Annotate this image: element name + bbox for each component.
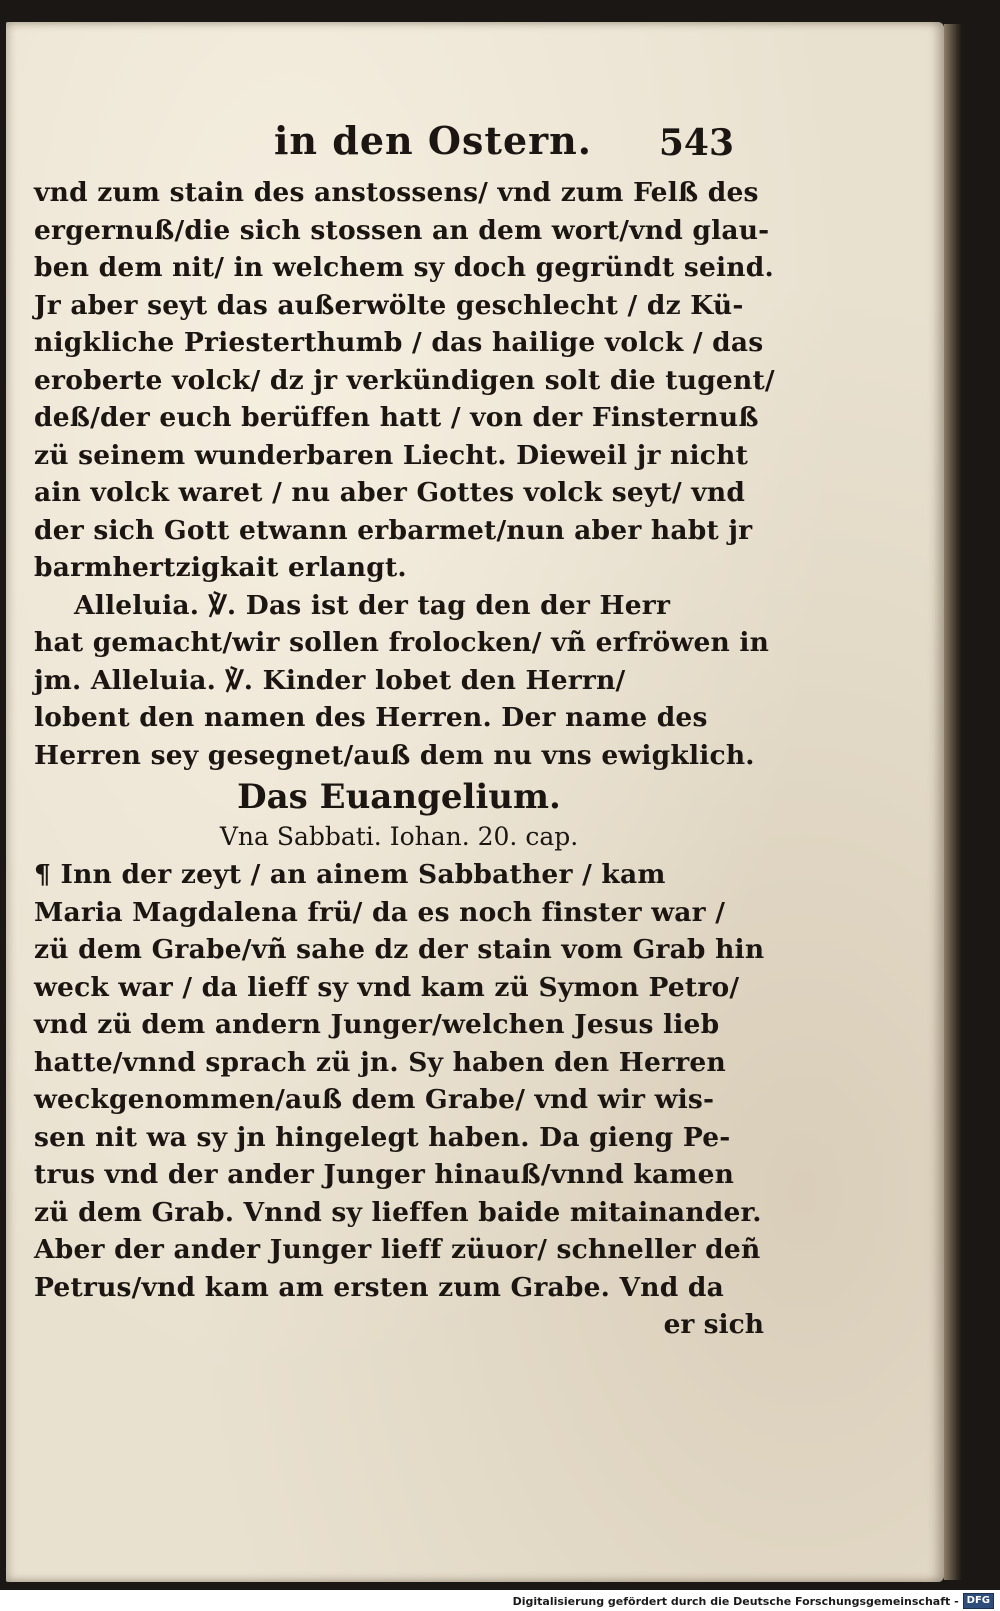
text-line: Maria Magdalena frü/ da es noch finster war / — [34, 896, 726, 928]
text-line: Petrus/vnd kam am ersten zum Grabe. Vnd da — [34, 1271, 724, 1303]
page-number: 543 — [658, 122, 734, 164]
text-line: Aber der ander Junger lieff züuor/ schneller deñ — [34, 1234, 761, 1265]
text-line: ain volck waret / nu aber Gottes volck seyt/ vnd — [34, 477, 746, 508]
text-line: deß/der euch berüffen hatt / von der Finsternuß — [34, 402, 759, 433]
text-line: nigkliche Priesterthumb / das hailige volck / das — [34, 327, 764, 358]
text-line: hatte/vnnd sprach zü jn. Sy haben den Herren — [34, 1046, 726, 1078]
text-line: jm. Alleluia. ℣. Kinder lobet den Herrn/ — [34, 664, 626, 696]
book-page — [6, 22, 944, 1582]
text-line: Jr aber seyt das außerwölte geschlecht / dz Kü- — [34, 289, 744, 321]
text-line: zü seinem wunderbaren Liecht. Dieweil jr nicht — [34, 439, 749, 471]
running-title: in den Ostern. — [274, 118, 592, 163]
text-line: vnd zum stain des anstossens/ vnd zum Felß des — [34, 177, 759, 208]
dfg-logo-icon: DFG — [963, 1593, 994, 1609]
text-line: der sich Gott etwann erbarmet/nun aber habt jr — [34, 514, 753, 546]
gospel-heading: Das Euangelium. — [237, 777, 561, 817]
funding-credit: Digitalisierung gefördert durch die Deutsche Forschungsgemeinschaft - — [512, 1594, 959, 1608]
text-line: weck war / da lieff sy vnd kam zü Symon Petro/ — [34, 971, 740, 1003]
text-line: lobent den namen des Herren. Der name des — [34, 702, 708, 733]
text-line: trus vnd der ander Junger hinauß/vnnd kamen — [34, 1159, 735, 1190]
page-edge-shadow — [944, 24, 962, 1580]
catchword: er sich — [663, 1309, 764, 1340]
alleluia-line: Alleluia. ℣. Das ist der tag den der Herr — [74, 589, 671, 621]
text-line: sen nit wa sy jn hingelegt haben. Da gieng Pe- — [34, 1121, 731, 1153]
gospel-reference: Vna Sabbati. Iohan. 20. cap. — [219, 822, 579, 851]
text-line: zü dem Grabe/vñ sahe dz der stain vom Grab hin — [34, 934, 765, 965]
text-line: hat gemacht/wir sollen frolocken/ vñ erfröwen in — [34, 627, 770, 658]
main-text — [34, 174, 775, 1344]
digitization-footer — [513, 1592, 994, 1610]
text-line: weckgenommen/auß dem Grabe/ vnd wir wis- — [34, 1084, 715, 1115]
text-line: ¶ Inn der zeyt / an ainem Sabbather / kam — [34, 859, 666, 890]
text-line: Herren sey gesegnet/auß dem nu vns ewigklich. — [34, 739, 755, 771]
text-line: zü dem Grab. Vnnd sy lieffen baide mitainander. — [34, 1196, 762, 1228]
text-line: ergernuß/die sich stossen an dem wort/vnd glau- — [34, 214, 770, 246]
text-line: ben dem nit/ in welchem sy doch gegründt seind. — [34, 252, 774, 283]
page-header — [274, 118, 734, 178]
text-line: vnd zü dem andern Junger/welchen Jesus lieb — [34, 1009, 720, 1040]
text-line: eroberte volck/ dz jr verkündigen solt die tugent/ — [34, 364, 775, 396]
text-line: barmhertzigkait erlangt. — [34, 552, 407, 583]
